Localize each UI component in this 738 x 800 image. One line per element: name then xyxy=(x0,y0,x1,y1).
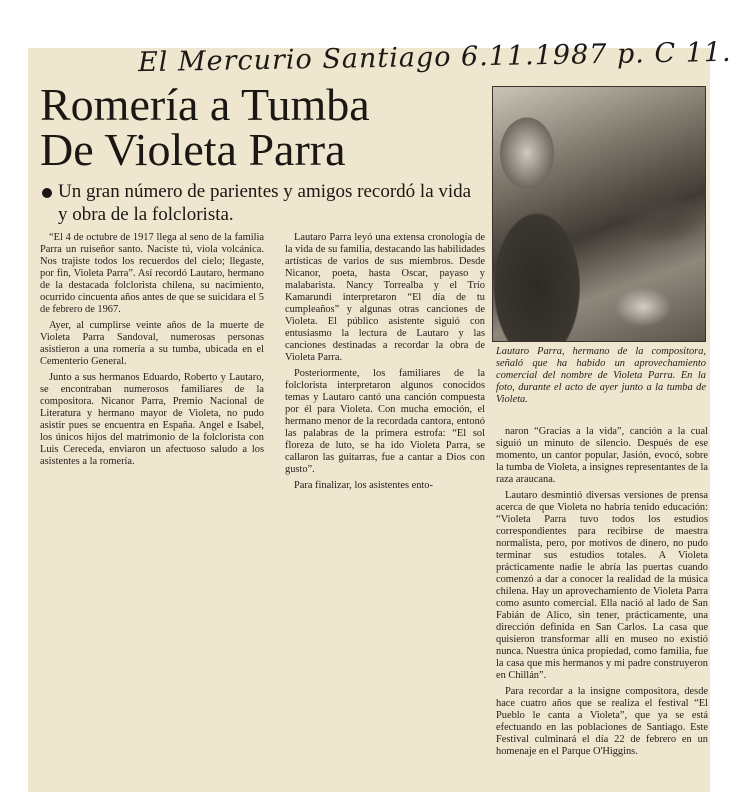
paragraph: naron “Gracias a la vida”, canción a la cual siguió un minuto de silencio. Después de ese momento, un cantor popular, Jasión, evocó, sobre la tumba de Violeta, a insignes representantes de la raza araucana. xyxy=(496,426,708,485)
headline xyxy=(40,79,480,175)
paragraph: Para finalizar, los asistentes ento- xyxy=(294,480,433,491)
paragraph: Para recordar a la insigne compositora, desde hace cuatro años que se realiza el festival “El Pueblo le canta a Violeta”, que ya se está efectuando en las poblaciones de Santiago. Este Festival culminará el día 22 de febrero en un homenaje en el Parque O'Higgins. xyxy=(496,686,708,757)
headline-line-1: Romería a Tumba xyxy=(40,79,370,130)
paragraph: Ayer, al cumplirse veinte años de la muerte de Violeta Parra Sandoval, numerosas personas asistieron a una romería a su tumba, ubicada en el Cementerio General. xyxy=(40,320,264,367)
handwritten-source-note: El Mercurio Santiago 6.11.1987 p. C 11. xyxy=(137,36,732,79)
article-column-1 xyxy=(40,232,264,472)
paragraph: Lautaro Parra leyó una extensa cronología de la vida de su familia, destacando las habilidades artísticas de varios de sus miembros. Desde Nicanor, poeta, hasta Oscar, payaso y malabarista. Nancy Torrealba y el Trío Kamarundi interpretaron “El día de tu cumpleaños” y algunas otras canciones de Violeta. El público asistente siguió con entusiasmo la lectura de Lautaro y las canciones destinadas a recordar la obra de Violeta Parra. xyxy=(285,232,485,363)
paragraph: Posteriormente, los familiares de la folclorista interpretaron algunos conocidos temas y Lautaro cantó una canción compuesta por él para Violeta. Con mucha emoción, el hermano menor de la recordada cantora, entonó las palabras de la primera estrofa: “El sol floreza de luto, se ha ido Violeta Parra, se callaron las guitarras, fue a cantar a Dios con gusto”. xyxy=(285,368,485,475)
paragraph: Lautaro desmintió diversas versiones de prensa acerca de que Violeta no habría tenido educación: “Violeta Parra tuvo todos los estudios correspondientes para recibirse de maestra normalista, pero, por motivos de dinero, no pudo terminar sus estudios totales. A Violeta prácticamente nadie le abría las puertas cuando comenzó a dar a conocer la realidad de la música chilena. Hay un aprovechamiento de Violeta Parra como asunto comercial. Ella nació al lado de San Fabián de Alico, sin tener, prácticamente, una dirección definida en San Carlos. La casa que quisieron transformar allí en museo no existió nunca. Nuestra única propiedad, como familia, fue la casa que mis hermanos y mi padre construyeron en Chillán”. xyxy=(496,490,708,681)
photo-caption: Lautaro Parra, hermano de la compositora, señaló que ha habido un aprovechamiento comercial del nombre de Violeta Parra. En la foto, durante el acto de ayer junto a la tumba de Violeta. xyxy=(496,346,706,405)
deck-bullet xyxy=(42,188,52,198)
deck-subtitle: Un gran número de parientes y amigos recordó la vida y obra de la folclorista. xyxy=(58,181,472,225)
article-column-3 xyxy=(496,426,708,762)
article-column-2 xyxy=(285,232,485,496)
photo-lautaro-parra xyxy=(492,86,706,342)
paragraph: “El 4 de octubre de 1917 llega al seno de la familia Parra un ruiseñor santo. Naciste tú, viola volcánica. Nos trajiste todos los recuerdos del cielo; llegaste, por fin, Violeta Parra”. Así recordó Lautaro, hermano de la destacada folclorista chilena, su nacimiento, ocurrido cincuenta años antes de que se suicidara el 5 de febrero de 1967. xyxy=(40,232,264,315)
paragraph: Junto a sus hermanos Eduardo, Roberto y Lautaro, se encontraban numerosos familiares de la compositora. Nicanor Parra, Premio Nacional de Literatura y hermano mayor de Violeta, no pudo asistir pues se encuentra en España. Angel e Isabel, los únicos hijos del matrimonio de la folclorista con Luis Cereceda, enviaron un afectuoso saludo a los asistentes a la romería. xyxy=(40,372,264,467)
headline-line-2: De Violeta Parra xyxy=(40,124,346,175)
